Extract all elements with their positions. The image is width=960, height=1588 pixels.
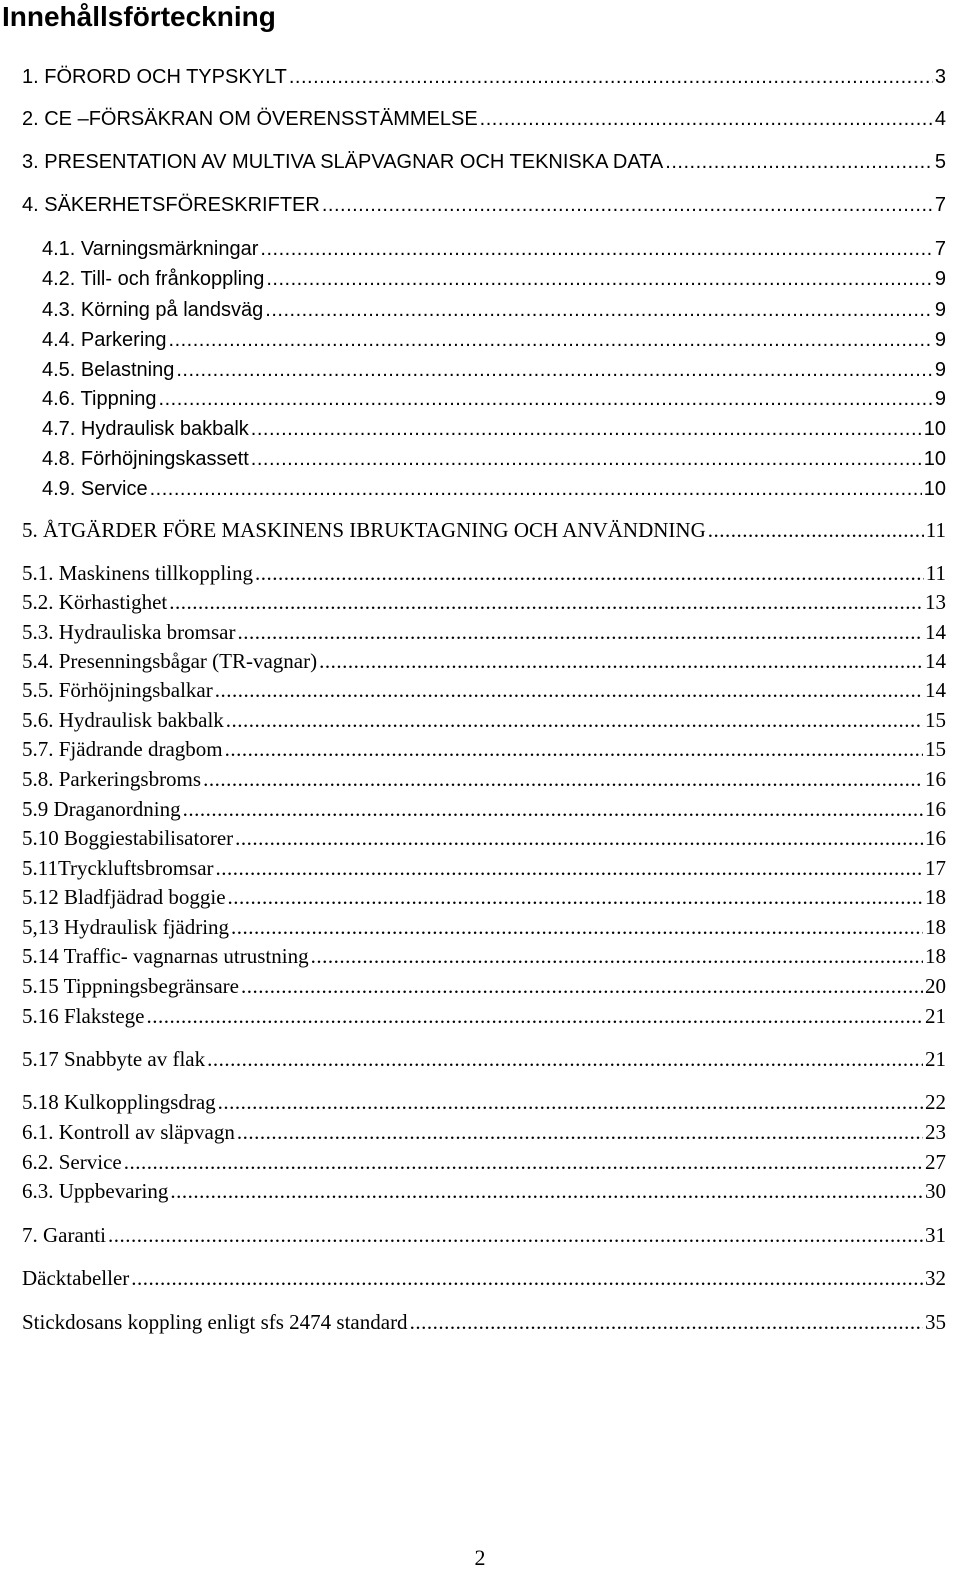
toc-entry-label: 5.5. Förhöjningsbalkar <box>22 678 213 702</box>
toc-dot-leader <box>203 766 923 792</box>
toc-entry-label: 4.4. Parkering <box>42 329 167 351</box>
toc-entry[interactable] <box>22 648 946 674</box>
toc-entry[interactable] <box>42 297 946 323</box>
toc-entry-page: 35 <box>925 1310 946 1334</box>
toc-dot-leader <box>237 1119 923 1145</box>
toc-entry[interactable] <box>22 1003 946 1029</box>
toc-entry-page: 20 <box>925 974 946 998</box>
toc-dot-leader <box>289 64 933 90</box>
toc-entry[interactable] <box>22 1089 946 1115</box>
toc-entry[interactable] <box>22 149 946 175</box>
toc-entry-label: 5.11Tryckluftsbromsar <box>22 856 214 880</box>
toc-entry[interactable] <box>22 825 946 851</box>
toc-entry[interactable] <box>22 1178 946 1204</box>
toc-entry-page: 9 <box>934 299 946 321</box>
toc-dot-leader <box>169 327 933 353</box>
toc-entry-page: 7 <box>934 194 946 216</box>
toc-entry-page: 11 <box>925 518 946 542</box>
toc-entry-label: Stickdosans koppling enligt sfs 2474 standard <box>22 1310 408 1334</box>
toc-entry-page: 18 <box>925 915 946 939</box>
toc-entry[interactable] <box>22 766 946 792</box>
toc-entry-page: 10 <box>923 478 946 500</box>
toc-entry[interactable] <box>22 64 946 90</box>
toc-entry[interactable] <box>22 973 946 999</box>
toc-entry-label: 5.16 Flakstege <box>22 1004 145 1028</box>
toc-entry[interactable] <box>42 476 946 502</box>
toc-dot-leader <box>225 736 923 762</box>
toc-dot-leader <box>150 476 922 502</box>
toc-entry-label: 5.3. Hydrauliska bromsar <box>22 620 236 644</box>
toc-entry-label: 4.5. Belastning <box>42 359 175 381</box>
toc-entry-label: 5,13 Hydraulisk fjädring <box>22 915 230 939</box>
toc-dot-leader <box>169 589 923 615</box>
toc-dot-leader <box>708 517 924 543</box>
toc-entry-page: 5 <box>934 151 946 173</box>
toc-entry[interactable] <box>42 386 946 412</box>
toc-entry[interactable] <box>22 517 946 543</box>
toc-entry-page: 9 <box>934 388 946 410</box>
toc-dot-leader <box>215 677 923 703</box>
toc-entry-page: 31 <box>925 1223 946 1247</box>
toc-entry[interactable] <box>22 1149 946 1175</box>
toc-entry-page: 14 <box>925 678 946 702</box>
toc-dot-leader <box>251 416 922 442</box>
toc-dot-leader <box>124 1149 923 1175</box>
toc-entry-page: 21 <box>925 1047 946 1071</box>
toc-dot-leader <box>226 707 923 733</box>
toc-entry-page: 10 <box>923 448 946 470</box>
toc-dot-leader <box>207 1046 923 1072</box>
toc-entry-page: 18 <box>925 944 946 968</box>
toc-entry[interactable] <box>22 106 946 132</box>
toc-entry[interactable] <box>22 1309 946 1335</box>
toc-dot-leader <box>183 796 923 822</box>
toc-dot-leader <box>218 1089 923 1115</box>
toc-entry-page: 21 <box>925 1004 946 1028</box>
toc-entry-label: 5.4. Presenningsbågar (TR-vagnar) <box>22 649 318 673</box>
toc-entry-page: 17 <box>925 856 946 880</box>
toc-entry[interactable] <box>42 266 946 292</box>
toc-entry-page: 9 <box>934 268 946 290</box>
toc-dot-leader <box>665 149 933 175</box>
toc-entry-label: 5. ÅTGÄRDER FÖRE MASKINENS IBRUKTAGNING OCH ANVÄNDNING <box>22 518 706 542</box>
toc-entry-label: 5.10 Boggiestabilisatorer <box>22 826 234 850</box>
toc-entry-label: 5.12 Bladfjädrad boggie <box>22 885 226 909</box>
toc-entry[interactable] <box>22 1046 946 1072</box>
page-number: 2 <box>474 1545 486 1570</box>
toc-entry[interactable] <box>42 357 946 383</box>
toc-entry[interactable] <box>22 1222 946 1248</box>
toc-entry-label: 5.2. Körhastighet <box>22 590 168 614</box>
toc-entry[interactable] <box>22 1119 946 1145</box>
toc-entry-label: 7. Garanti <box>22 1223 106 1247</box>
toc-entry-page: 4 <box>934 108 946 130</box>
toc-dot-leader <box>241 973 923 999</box>
toc-heading: Innehållsförteckning <box>2 1 276 32</box>
toc-entry-label: 5.6. Hydraulisk bakbalk <box>22 708 224 732</box>
toc-entry-label: 6.1. Kontroll av släpvagn <box>22 1120 235 1144</box>
toc-entry-label: 4.2. Till- och frånkoppling <box>42 268 265 290</box>
toc-dot-leader <box>108 1222 923 1248</box>
toc-entry-page: 7 <box>934 238 946 260</box>
toc-entry[interactable] <box>42 446 946 472</box>
toc-entry-label: 6.3. Uppbevaring <box>22 1179 169 1203</box>
toc-dot-leader <box>237 619 923 645</box>
toc-entry-page: 9 <box>934 359 946 381</box>
toc-entry-page: 23 <box>925 1120 946 1144</box>
toc-entry-label: 5.9 Draganordning <box>22 797 181 821</box>
toc-dot-leader <box>170 1178 923 1204</box>
toc-dot-leader <box>228 884 923 910</box>
toc-entry-label: 5.8. Parkeringsbroms <box>22 767 202 791</box>
toc-entry[interactable] <box>22 914 946 940</box>
toc-dot-leader <box>480 106 933 132</box>
toc-entry[interactable] <box>22 619 946 645</box>
toc-dot-leader <box>131 1265 923 1291</box>
toc-entry-page: 16 <box>925 767 946 791</box>
toc-entry-page: 13 <box>925 590 946 614</box>
toc-entry-label: 4.3. Körning på landsväg <box>42 299 264 321</box>
toc-entry-label: 3. PRESENTATION AV MULTIVA SLÄPVAGNAR OCH TEKNISKA DATA <box>22 151 664 173</box>
toc-entry-label: 4.7. Hydraulisk bakbalk <box>42 418 249 440</box>
toc-entry-page: 14 <box>925 649 946 673</box>
toc-entry[interactable] <box>22 943 946 969</box>
toc-entry-label: 4.6. Tippning <box>42 388 157 410</box>
toc-entry[interactable] <box>22 560 946 586</box>
toc-entry[interactable] <box>22 796 946 822</box>
toc-dot-leader <box>255 560 924 586</box>
toc-entry-page: 15 <box>925 737 946 761</box>
toc-dot-leader <box>410 1309 923 1335</box>
toc-dot-leader <box>231 914 923 940</box>
toc-entry-label: 5.15 Tippningsbegränsare <box>22 974 239 998</box>
toc-dot-leader <box>266 266 933 292</box>
toc-entry-page: 22 <box>925 1090 946 1114</box>
toc-entry-page: 18 <box>925 885 946 909</box>
toc-entry[interactable] <box>22 884 946 910</box>
toc-dot-leader <box>146 1003 923 1029</box>
toc-entry[interactable] <box>22 589 946 615</box>
toc-entry-page: 16 <box>925 826 946 850</box>
toc-entry-label: 5.7. Fjädrande dragbom <box>22 737 223 761</box>
toc-entry-label: 6.2. Service <box>22 1150 122 1174</box>
toc-dot-leader <box>159 386 933 412</box>
toc-entry[interactable] <box>42 327 946 353</box>
toc-entry-label: 5.17 Snabbyte av flak <box>22 1047 206 1071</box>
toc-dot-leader <box>319 648 923 674</box>
toc-entry[interactable] <box>22 677 946 703</box>
toc-dot-leader <box>265 297 933 323</box>
toc-entry-label: 2. CE –FÖRSÄKRAN OM ÖVERENSSTÄMMELSE <box>22 108 478 130</box>
toc-dot-leader <box>260 236 932 262</box>
toc-entry-page: 11 <box>925 561 946 585</box>
toc-entry-page: 30 <box>925 1179 946 1203</box>
toc-dot-leader <box>176 357 933 383</box>
toc-entry-label: Däcktabeller <box>22 1266 130 1290</box>
toc-entry-label: 4.1. Varningsmärkningar <box>42 238 259 260</box>
toc-entry[interactable] <box>42 416 946 442</box>
toc-dot-leader <box>322 192 933 218</box>
toc-entry-page: 10 <box>923 418 946 440</box>
toc-entry-label: 4.9. Service <box>42 478 148 500</box>
toc-entry-page: 27 <box>925 1150 946 1174</box>
toc-entry-page: 3 <box>934 66 946 88</box>
toc-dot-leader <box>235 825 923 851</box>
toc-entry[interactable] <box>22 707 946 733</box>
toc-entry-page: 15 <box>925 708 946 732</box>
toc-dot-leader <box>251 446 922 472</box>
toc-entry-label: 5.1. Maskinens tillkoppling <box>22 561 253 585</box>
toc-entry-page: 9 <box>934 329 946 351</box>
toc-entry[interactable] <box>42 236 946 262</box>
toc-dot-leader <box>216 855 923 881</box>
toc-entry-label: 4. SÄKERHETSFÖRESKRIFTER <box>22 194 320 216</box>
toc-entry-label: 1. FÖRORD OCH TYPSKYLT <box>22 66 287 88</box>
toc-entry-page: 14 <box>925 620 946 644</box>
toc-entry-label: 5.14 Traffic- vagnarnas utrustning <box>22 944 309 968</box>
toc-entry-label: 5.18 Kulkopplingsdrag <box>22 1090 216 1114</box>
toc-entry[interactable] <box>22 192 946 218</box>
toc-entry-page: 32 <box>925 1266 946 1290</box>
toc-entry[interactable] <box>22 736 946 762</box>
toc-entry[interactable] <box>22 855 946 881</box>
toc-entry[interactable] <box>22 1265 946 1291</box>
toc-dot-leader <box>311 943 923 969</box>
toc-entry-page: 16 <box>925 797 946 821</box>
toc-entry-label: 4.8. Förhöjningskassett <box>42 448 249 470</box>
